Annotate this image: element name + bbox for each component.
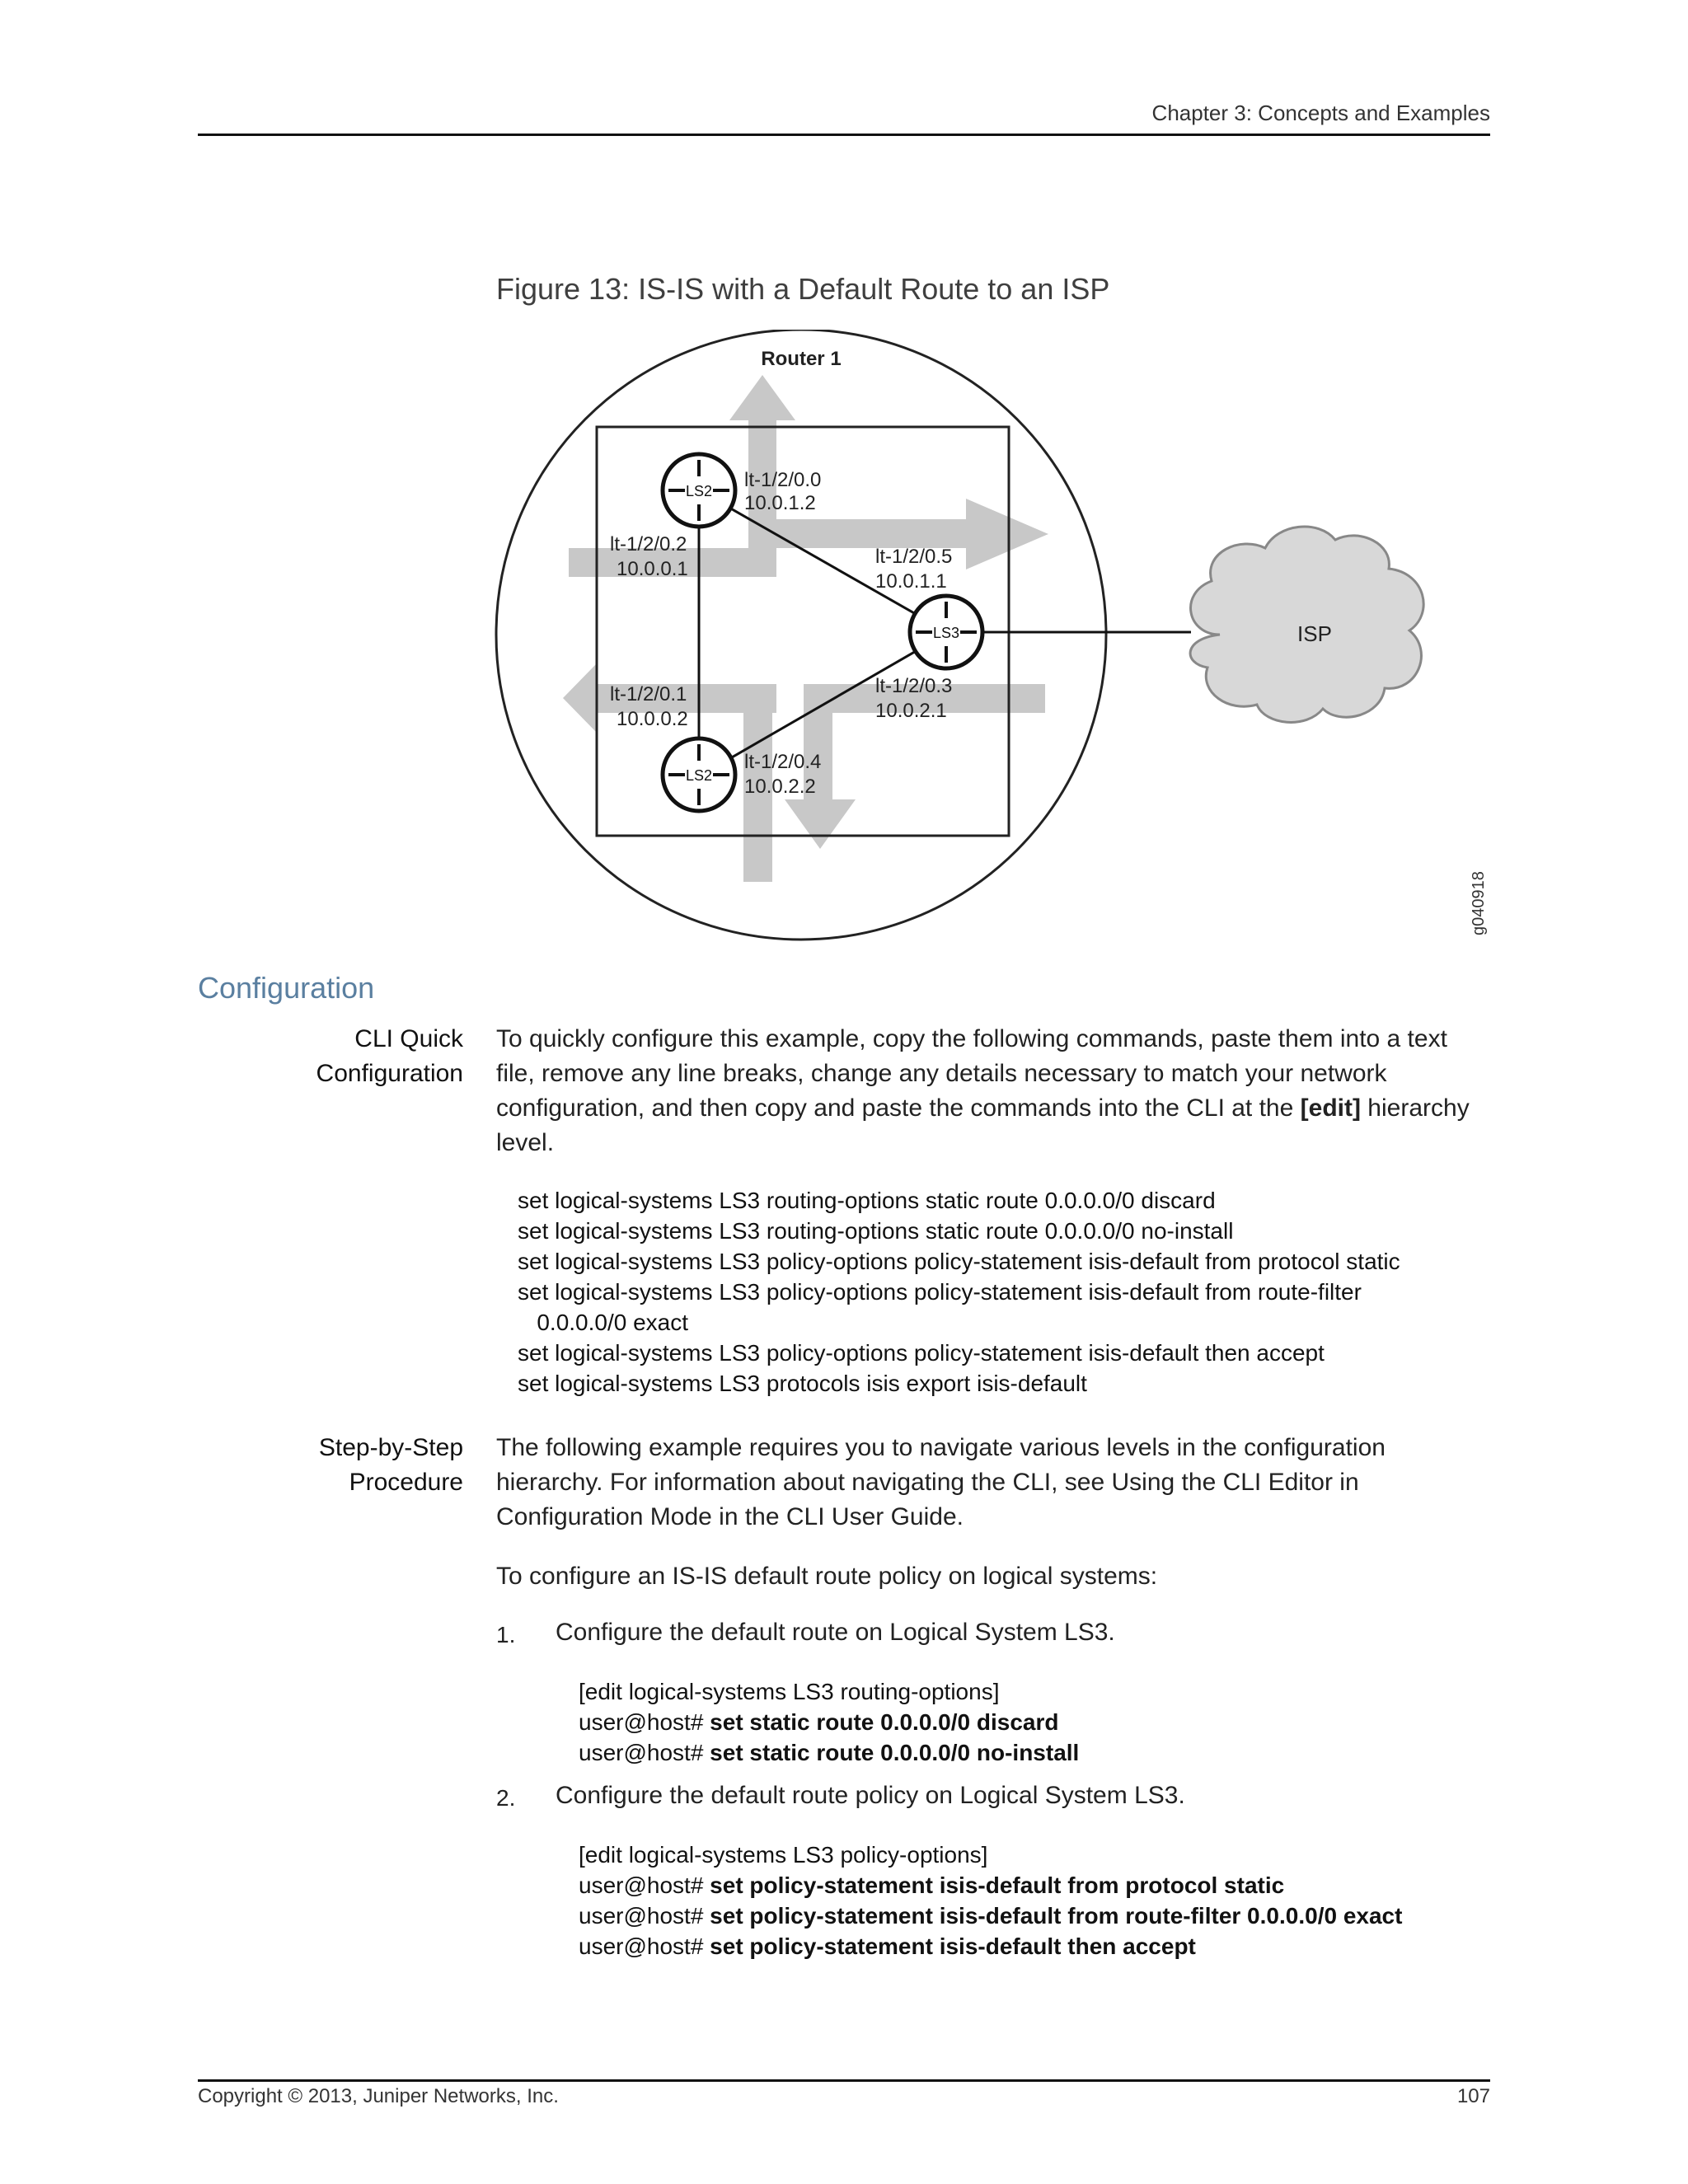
command: set policy-statement isis-default then accept: [710, 1933, 1196, 1959]
step-code-block: [579, 1840, 1402, 1961]
para-text: configuration, and then copy and paste the commands into the CLI at the: [496, 1094, 1301, 1122]
prompt: user@host#: [579, 1709, 710, 1735]
cli-command: set logical-systems LS3 policy-options policy-statement isis-default then accept: [518, 1340, 1325, 1366]
para-line: level.: [496, 1129, 555, 1156]
code-line: [579, 1931, 1402, 1961]
ip-label: 10.0.0.1: [617, 558, 688, 580]
label-line: Step-by-Step: [318, 1434, 463, 1461]
code-line: [579, 1707, 1079, 1737]
ip-label: 10.0.0.2: [617, 708, 688, 730]
cli-command-block: [518, 1185, 1400, 1399]
step-code-block: [579, 1676, 1079, 1768]
prompt: user@host#: [579, 1903, 710, 1929]
header-rule: [198, 134, 1490, 136]
node-label: LS3: [932, 625, 960, 641]
para-line: hierarchy. For information about navigating the CLI, see Using the CLI Editor in: [496, 1469, 1359, 1496]
para-line: Configuration Mode in the CLI User Guide.: [496, 1503, 964, 1530]
para-line: file, remove any line breaks, change any details necessary to match your network: [496, 1060, 1387, 1087]
label-line: CLI Quick: [354, 1025, 463, 1052]
ip-label: 10.0.1.2: [744, 492, 816, 514]
code-line: [579, 1900, 1402, 1931]
inline-code: [edit]: [1300, 1094, 1361, 1122]
node-label: LS2: [685, 767, 713, 784]
cli-command: set logical-systems LS3 policy-options policy-statement isis-default from protocol static: [518, 1249, 1400, 1274]
router-ls2-bottom: [663, 738, 735, 811]
if-label: lt-1/2/0.5: [875, 546, 953, 568]
code-context: [edit logical-systems LS3 routing-options]: [579, 1679, 1000, 1704]
router-ls2-top: [663, 454, 735, 527]
section-heading: Configuration: [198, 971, 375, 1005]
cli-quick-label: [316, 1022, 463, 1091]
cli-quick-paragraph: [496, 1022, 1490, 1160]
figure-title: Figure 13: IS-IS with a Default Route to an ISP: [496, 272, 1110, 306]
cli-command: set logical-systems LS3 routing-options static route 0.0.0.0/0 no-install: [518, 1218, 1234, 1244]
if-label: lt-1/2/0.2: [610, 533, 687, 555]
isp-label: ISP: [1297, 621, 1332, 646]
isp-cloud: [1190, 527, 1423, 722]
para-line: To quickly configure this example, copy the following commands, paste them into a text: [496, 1025, 1447, 1052]
router-boundary: [496, 330, 1106, 940]
page-number: 107: [1456, 2085, 1490, 2107]
if-label: lt-1/2/0.4: [744, 751, 822, 773]
command: set policy-statement isis-default from protocol static: [710, 1872, 1285, 1898]
step-number: 1.: [496, 1622, 516, 1647]
para-line: The following example requires you to navigate various levels in the configuration: [496, 1434, 1386, 1461]
command: set static route 0.0.0.0/0 no-install: [710, 1740, 1080, 1765]
code-line: [579, 1870, 1402, 1900]
procedure-intro: To configure an IS-IS default route policy on logical systems:: [496, 1563, 1158, 1590]
if-label: lt-1/2/0.3: [875, 675, 953, 697]
para-text: hierarchy: [1360, 1094, 1470, 1122]
step-text: Configure the default route policy on Logical System LS3.: [556, 1782, 1185, 1809]
cli-command: set logical-systems LS3 routing-options static route 0.0.0.0/0 discard: [518, 1188, 1216, 1213]
router-ls3: [910, 596, 982, 668]
router-label: Router 1: [761, 348, 842, 370]
node-label: LS2: [685, 483, 713, 499]
cli-command: 0.0.0.0/0 exact: [518, 1310, 689, 1335]
cli-command: set logical-systems LS3 policy-options policy-statement isis-default from route-filter: [518, 1279, 1362, 1305]
ip-label: 10.0.1.1: [875, 570, 947, 593]
footer-rule: [198, 2079, 1490, 2082]
command: set static route 0.0.0.0/0 discard: [710, 1709, 1059, 1735]
figure-id: g040918: [1470, 871, 1488, 935]
page-header-chapter: Chapter 3: Concepts and Examples: [1151, 101, 1490, 125]
label-line: Configuration: [316, 1060, 463, 1087]
step-number: 2.: [496, 1785, 516, 1811]
footer-copyright: Copyright © 2013, Juniper Networks, Inc.: [198, 2085, 559, 2107]
para-line: [496, 1091, 1490, 1126]
prompt: user@host#: [579, 1933, 710, 1959]
step-text: Configure the default route on Logical System LS3.: [556, 1619, 1115, 1646]
code-context: [edit logical-systems LS3 policy-options]: [579, 1842, 988, 1868]
cli-command: set logical-systems LS3 protocols isis export isis-default: [518, 1371, 1087, 1396]
prompt: user@host#: [579, 1740, 710, 1765]
network-diagram: [495, 330, 1500, 956]
code-line: [579, 1737, 1079, 1768]
command: set policy-statement isis-default from route-filter 0.0.0.0/0 exact: [710, 1903, 1403, 1929]
step-by-step-label: [319, 1431, 463, 1500]
prompt: user@host#: [579, 1872, 710, 1898]
if-label: lt-1/2/0.1: [610, 683, 687, 705]
label-line: Procedure: [349, 1469, 463, 1496]
if-label: lt-1/2/0.0: [744, 469, 822, 491]
ip-label: 10.0.2.2: [744, 776, 816, 798]
step-by-step-paragraph: [496, 1431, 1490, 1535]
ip-label: 10.0.2.1: [875, 700, 947, 722]
